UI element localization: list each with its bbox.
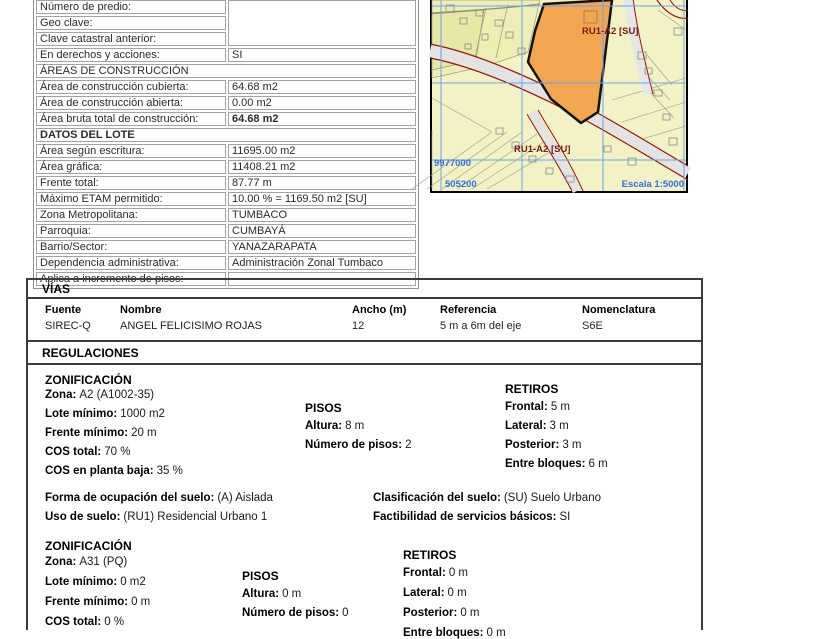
retiros2-lateral: Lateral: 0 m xyxy=(403,587,467,599)
clasificacion-suelo: Clasificación del suelo: (SU) Suelo Urbano xyxy=(373,492,601,504)
pisos-title-2: PISOS xyxy=(242,569,279,583)
retiros-title-2: RETIROS xyxy=(403,548,457,562)
retiros2-entre-bloques: Entre bloques: 0 m xyxy=(403,627,506,639)
table-row xyxy=(36,0,416,14)
merged-empty-cell xyxy=(228,0,416,46)
pisos1-altura: Altura: 8 m xyxy=(305,420,365,432)
table-row xyxy=(36,112,416,126)
regulaciones-title: REGULACIONES xyxy=(42,346,139,360)
table-section-row xyxy=(36,128,416,142)
table-row xyxy=(36,160,416,174)
zon2-zona: Zona: A31 (PQ) xyxy=(45,556,128,568)
table-row xyxy=(36,144,416,158)
zon1-cos-total: COS total: 70 % xyxy=(45,446,131,458)
retiros1-posterior: Posterior: 3 m xyxy=(505,439,582,451)
zon1-zona: Zona: A2 (A1002-35) xyxy=(45,389,155,401)
row-label: Frente total: xyxy=(36,176,226,190)
cadastral-map xyxy=(430,0,688,193)
table-row xyxy=(36,176,416,190)
table-row xyxy=(36,96,416,110)
row-value: 0.00 m2 xyxy=(228,96,416,110)
rule-top xyxy=(26,278,703,280)
vias-cell-ancho: 12 xyxy=(352,320,365,332)
factibilidad-servicios: Factibilidad de servicios básicos: SI xyxy=(373,511,571,523)
vias-cell-referencia: 5 m a 6m del eje xyxy=(440,320,522,332)
row-label: Área bruta total de construcción: xyxy=(36,112,226,126)
zone-label-bottom: RU1-A2 [SU] xyxy=(514,144,571,155)
row-value: SI xyxy=(228,48,416,62)
scale-label: Escala 1:5000 xyxy=(621,179,684,190)
coord-north-label: 9977000 xyxy=(434,158,471,169)
section-header: DATOS DEL LOTE xyxy=(36,128,416,142)
property-table xyxy=(33,0,419,289)
row-value: 87.77 m xyxy=(228,176,416,190)
pisos2-numero: Número de pisos: 0 xyxy=(242,607,349,619)
zon2-frente-minimo: Frente mínimo: 0 m xyxy=(45,596,151,608)
retiros-title-1: RETIROS xyxy=(505,382,559,396)
pisos-title-1: PISOS xyxy=(305,401,342,415)
row-label: Dependencia administrativa: xyxy=(36,256,226,270)
table-row xyxy=(36,48,416,62)
table-row xyxy=(36,224,416,238)
section-header: ÁREAS DE CONSTRUCCIÓN xyxy=(36,64,416,78)
row-label: Parroquia: xyxy=(36,224,226,238)
row-label: Clave catastral anterior: xyxy=(36,32,226,46)
vias-header-nombre: Nombre xyxy=(120,304,162,316)
retiros1-lateral: Lateral: 3 m xyxy=(505,420,569,432)
coord-east-label: 505200 xyxy=(445,179,477,190)
row-label: Área según escritura: xyxy=(36,144,226,158)
row-value: 64.68 m2 xyxy=(228,112,416,126)
row-label: Área de construcción cubierta: xyxy=(36,80,226,94)
zone-label-top: RU1-A2 [SU] xyxy=(582,26,639,37)
vias-title: VÍAS xyxy=(42,282,71,296)
vias-cell-nombre: ANGEL FELICISIMO ROJAS xyxy=(120,320,263,332)
row-value: 11408.21 m2 xyxy=(228,160,416,174)
zon2-lote-minimo: Lote mínimo: 0 m2 xyxy=(45,576,146,588)
uso-de-suelo: Uso de suelo: (RU1) Residencial Urbano 1 xyxy=(45,511,268,523)
zon1-lote-minimo: Lote mínimo: 1000 m2 xyxy=(45,408,165,420)
table-row xyxy=(36,208,416,222)
table-row xyxy=(36,240,416,254)
vias-cell-fuente: SIREC-Q xyxy=(45,320,91,332)
pisos2-altura: Altura: 0 m xyxy=(242,588,302,600)
table-row xyxy=(36,80,416,94)
map-drawing xyxy=(432,0,686,191)
frame-left-border xyxy=(26,278,28,630)
row-value: YANAZARAPATA xyxy=(228,240,416,254)
retiros1-frontal: Frontal: 5 m xyxy=(505,401,570,413)
row-value: Administración Zonal Tumbaco xyxy=(228,256,416,270)
vias-header-referencia: Referencia xyxy=(440,304,497,316)
zon1-frente-minimo: Frente mínimo: 20 m xyxy=(45,427,157,439)
vias-cell-nomenclatura: S6E xyxy=(582,320,603,332)
rule-below-regulaciones-title xyxy=(26,363,703,365)
row-label: Número de predio: xyxy=(36,0,226,14)
row-label: Área gráfica: xyxy=(36,160,226,174)
row-value: TUMBACO xyxy=(228,208,416,222)
table-row xyxy=(36,192,416,206)
row-label: Barrio/Sector: xyxy=(36,240,226,254)
row-value: 10.00 % = 1169.50 m2 [SU] xyxy=(228,192,416,206)
row-value: CUMBAYÁ xyxy=(228,224,416,238)
zon2-cos-total: COS total: 0 % xyxy=(45,616,125,628)
row-label: Geo clave: xyxy=(36,16,226,30)
row-label: Zona Metropolitana: xyxy=(36,208,226,222)
pisos1-numero: Número de pisos: 2 xyxy=(305,439,412,451)
retiros2-posterior: Posterior: 0 m xyxy=(403,607,480,619)
row-label: Máximo ETAM permitido: xyxy=(36,192,226,206)
row-label: Área de construcción abierta: xyxy=(36,96,226,110)
zon1-cos-pb: COS en planta baja: 35 % xyxy=(45,465,183,477)
rule-below-vias-table xyxy=(26,340,703,342)
forma-ocupacion: Forma de ocupación del suelo: (A) Aislada xyxy=(45,492,273,504)
table-row xyxy=(36,256,416,270)
row-value: 11695.00 m2 xyxy=(228,144,416,158)
row-label: En derechos y acciones: xyxy=(36,48,226,62)
frame-right-border xyxy=(701,278,703,630)
zonificacion-title-2: ZONIFICACIÓN xyxy=(45,539,132,553)
table-section-row xyxy=(36,64,416,78)
zonificacion-title-1: ZONIFICACIÓN xyxy=(45,373,132,387)
rule-below-vias-title xyxy=(26,297,703,299)
row-value: 64.68 m2 xyxy=(228,80,416,94)
retiros1-entre-bloques: Entre bloques: 6 m xyxy=(505,458,608,470)
vias-header-ancho: Ancho (m) xyxy=(352,304,407,316)
retiros2-frontal: Frontal: 0 m xyxy=(403,567,468,579)
vias-header-fuente: Fuente xyxy=(45,304,82,316)
vias-header-nomenclatura: Nomenclatura xyxy=(582,304,656,316)
